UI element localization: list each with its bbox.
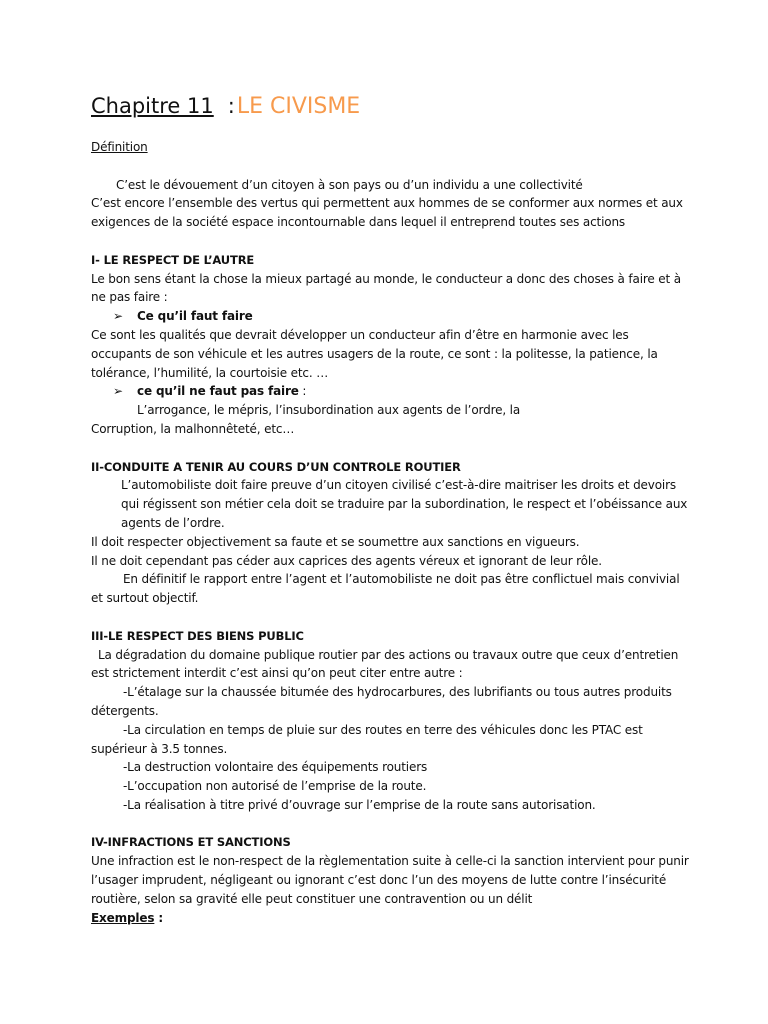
spacer — [91, 439, 691, 458]
section-2-para-4: En définitif le rapport entre l’agent et l’automobiliste ne doit pas être conflictuel mais convivial et surtout objectif. — [91, 572, 680, 606]
section-1-text-dont-b: Corruption, la malhonnêteté, etc… — [91, 421, 295, 436]
list-item: -La circulation en temps de pluie sur des routes en terre des véhicules donc les PTAC est supérieur à 3.5 tonnes. — [91, 722, 643, 756]
section-2-heading: II-CONDUITE A TENIR AU COURS D’UN CONTROLE ROUTIER — [91, 459, 461, 474]
bullet-do — [91, 307, 691, 326]
chapter-number: Chapitre 11 — [91, 94, 214, 118]
chapter-title — [91, 88, 691, 128]
arrow-bullet-icon: ➢ — [113, 309, 123, 324]
list-item: -La réalisation à titre privé d’ouvrage sur l’emprise de la route sans autorisation. — [123, 797, 596, 812]
section-1-heading: I- LE RESPECT DE L’AUTRE — [91, 252, 255, 267]
spacer — [91, 608, 691, 627]
spacer — [91, 232, 691, 251]
section-4-para: Une infraction est le non-respect de la règlementation suite à celle-ci la sanction intervient pour punir l’usager imprudent, négligeant ou ignorant c’est donc l’un des moyens de lutte contre l’insécurité routière, selon sa gravité elle peut constituer une contravention ou un délit — [91, 854, 689, 906]
definition-line-2: C’est encore l’ensemble des vertus qui permettent aux hommes de se conformer aux normes et aux exigences de la société espace incontournable dans lequel il entreprend toutes ses actions — [91, 196, 683, 230]
section-3-intro: La dégradation du domaine publique routier par des actions ou travaux outre que ceux d’entretien est strictement interdit c’est ainsi qu’on peut citer entre autre : — [91, 647, 679, 681]
section-2-para-3: Il ne doit cependant pas céder aux caprices des agents véreux et ignorant de leur rôle. — [91, 553, 602, 568]
spacer — [91, 815, 691, 834]
section-1-text-dont-a: L’arrogance, le mépris, l’insubordination aux agents de l’ordre, la — [137, 403, 521, 418]
arrow-bullet-icon: ➢ — [113, 384, 123, 399]
document-page — [91, 88, 691, 927]
bullet-do-label: Ce qu’il faut faire — [137, 309, 253, 324]
spacer — [91, 157, 691, 176]
definition-label: Définition — [91, 140, 148, 154]
list-item: -La destruction volontaire des équipements routiers — [123, 760, 428, 775]
title-colon: : — [227, 94, 235, 118]
bullet-dont — [91, 382, 691, 401]
definition-line-1: C’est le dévouement d’un citoyen à son pays ou d’un individu a une collectivité — [116, 177, 583, 192]
section-1-intro: Le bon sens étant la chose la mieux partagé au monde, le conducteur a donc des choses à faire et à ne pas faire : — [91, 271, 681, 305]
list-item: -L’étalage sur la chaussée bitumée des hydrocarbures, des lubrifiants ou tous autres produits détergents. — [91, 685, 672, 718]
examples-line — [91, 909, 691, 928]
bullet-dont-label: ce qu’il ne faut pas faire — [137, 384, 299, 399]
section-1-text-do: Ce sont les qualités que devrait développer un conducteur afin d’être en harmonie avec les occupants de son véhicule et les autres usagers de la route, ce sont : la politesse, la patience, la tolérance, l’humilité, la courtoisie etc. … — [91, 327, 658, 380]
chapter-subject: LE CIVISME — [236, 94, 361, 119]
section-2-para-2: Il doit respecter objectivement sa faute et se soumettre aux sanctions en vigueurs. — [91, 534, 580, 549]
section-2-para-1-text: L’automobiliste doit faire preuve d’un citoyen civilisé c’est-à-dire maitriser les droits et devoirs qui régissent son métier cela doit se traduire par la subordination, le respect et l’obéissance aux agents de l’ordre. — [121, 478, 688, 530]
section-3-heading: III-LE RESPECT DES BIENS PUBLIC — [91, 628, 304, 643]
list-item: -L’occupation non autorisé de l’emprise de la route. — [123, 779, 427, 794]
examples-label: Exemples — [91, 910, 155, 925]
bullet-dont-colon: : — [298, 384, 307, 399]
section-4-heading: IV-INFRACTIONS ET SANCTIONS — [91, 835, 291, 850]
examples-colon: : — [154, 910, 164, 925]
section-2-para-1 — [91, 476, 691, 532]
